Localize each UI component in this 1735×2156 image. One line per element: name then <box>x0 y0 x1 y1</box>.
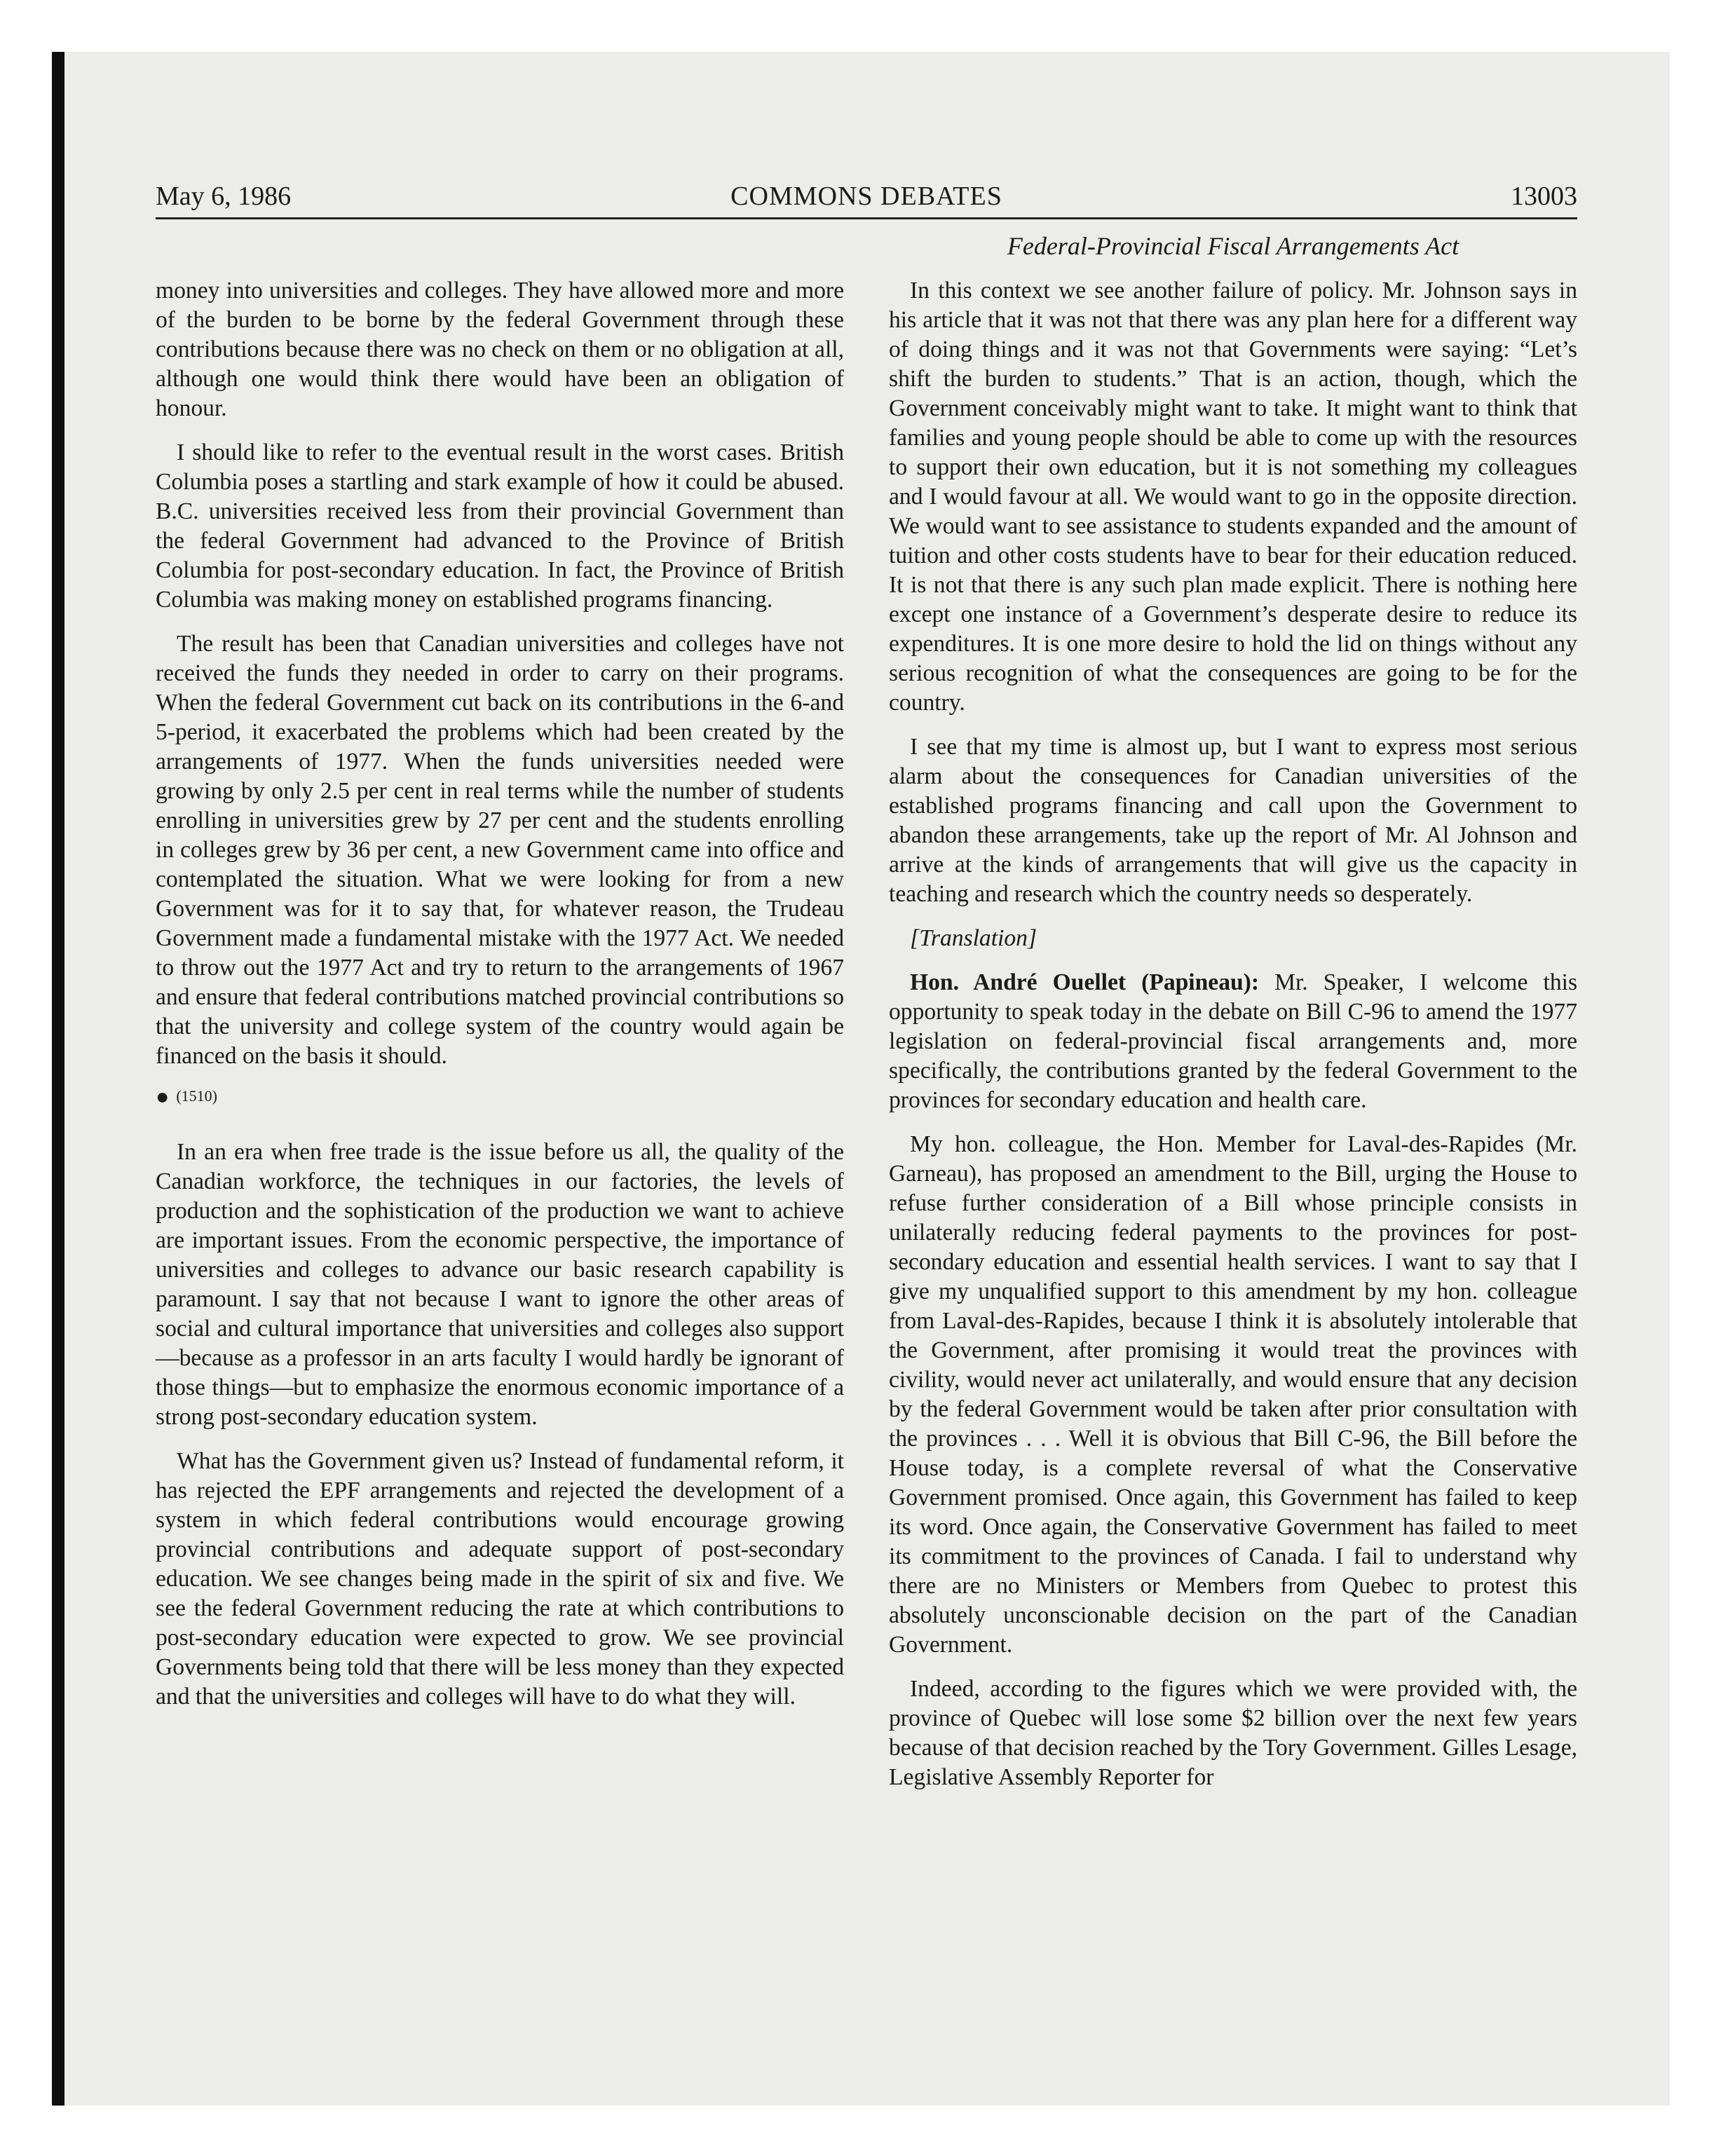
time-marker <box>156 1086 844 1107</box>
right-column <box>889 276 1577 1807</box>
speaker-name: Hon. André Ouellet (Papineau): <box>910 969 1260 995</box>
bullet-icon: ● <box>156 1084 170 1109</box>
paragraph: In an era when free trade is the issue before us all, the quality of the Canadian workforce, the techniques in our factories, the levels of production and the sophistication of the production we want to achieve are important issues. From the economic perspective, the importance of universities and colleges to advance our basic research capability is paramount. I say that not because I want to ignore the other areas of social and cultural importance that universities and colleges also support—because as a professor in an arts faculty I would hardly be ignorant of those things—but to emphasize the enormous economic importance of a strong post-secondary education system. <box>156 1139 844 1430</box>
scan-edge-bar <box>52 52 64 2106</box>
left-column <box>156 276 844 1726</box>
paragraph: I should like to refer to the eventual result in the worst cases. British Columbia poses a startling and stark example of how it could be abused. B.C. universities received less from their provincial Government than the federal Government had advanced to the Province of British Columbia for post-secondary education. In fact, the Province of British Columbia was making money on established programs financing. <box>156 439 844 613</box>
header-publication-title: COMMONS DEBATES <box>730 182 1002 211</box>
paragraph: What has the Government given us? Instead of fundamental reform, it has rejected the EPF arrangements and rejected the development of a system in which federal contributions would encourage growing provincial contributions and adequate support of post-secondary education. We see changes being made in the spirit of six and five. We see the federal Government reducing the rate at which contributions to post-secondary education were expected to grow. We see provincial Governments being told that there will be less money than they expected and that the universities and colleges will have to do what they will. <box>156 1448 844 1710</box>
running-head: Federal-Provincial Fiscal Arrangements Act <box>1007 232 1460 260</box>
speech-text: Mr. Speaker, I welcome this opportunity to speak today in the debate on Bill C-96 to amend the 1977 legislation on federal-provincial fiscal arrangements and, more specifically, the contributions granted by the federal Government to the provinces for secondary education and health care. <box>889 969 1578 1113</box>
header-date: May 6, 1986 <box>156 182 292 211</box>
paragraph: My hon. colleague, the Hon. Member for Laval-des-Rapides (Mr. Garneau), has proposed an amendment to the Bill, urging the House to refuse further consideration of a Bill whose principle consists in unilaterally reducing federal payments to the provinces for post-secondary education and essential health services. I want to say that I give my unqualified support to this amendment by my hon. colleague from Laval-des-Rapides, because I think it is absolutely intolerable that the Government, after promising it would treat the provinces with civility, would never act unilaterally, and would ensure that any decision by the federal Government would be taken after prior consultation with the provinces . . . Well it is obvious that Bill C-96, the Bill before the House today, is a complete reversal of what the Conservative Government promised. Once again, this Government has failed to keep its word. Once again, the Conservative Government has failed to meet its commitment to the provinces of Canada. I fail to understand why there are no Ministers or Members from Quebec to protest this absolutely unconscionable decision on the part of the Canadian Government. <box>889 1131 1577 1658</box>
time-marker-label: (1510) <box>176 1087 217 1105</box>
translation-tag: [Translation] <box>910 925 1037 951</box>
paragraph: In this context we see another failure of policy. Mr. Johnson says in his article that it was not that there was any plan here for a different way of doing things and it was not that Governments were saying: “Let’s shift the burden to students.” That is an action, though, which the Government conceivably might want to take. It might want to think that families and young people should be able to come up with the resources to support their own education, but it is not something my colleagues and I would favour at all. We would want to go in the opposite direction. We would want to see assistance to students expanded and the amount of tuition and other costs students have to bear for their education reduced. It is not that there is any such plan made explicit. There is nothing here except one instance of a Government’s desperate desire to reduce its expenditures. It is one more desire to hold the lid on things without any serious recognition of what the consequences are going to be for the country. <box>889 278 1577 716</box>
paragraph: Indeed, according to the figures which we were provided with, the province of Quebec will lose some $2 billion over the next few years because of that decision reached by the Tory Government. Gilles Lesage, Legislative Assembly Reporter for <box>889 1676 1577 1790</box>
header-page-number: 13003 <box>1511 182 1577 211</box>
paragraph: The result has been that Canadian universities and colleges have not received the funds they needed in order to carry on their programs. When the federal Government cut back on its contributions in the 6-and 5-period, it exacerbated the problems which had been created by the arrangements of 1977. When the funds universities needed were growing by only 2.5 per cent in real terms while the number of students enrolling in universities grew by 27 per cent and the students enrolling in colleges grew by 36 per cent, a new Government came into office and contemplated the situation. What we were looking for from a new Government was for it to say that, for whatever reason, the Trudeau Government made a fundamental mistake with the 1977 Act. We needed to throw out the 1977 Act and try to return to the arrangements of 1967 and ensure that federal contributions matched provincial contributions so that the university and college system of the country would again be financed on the basis it should. <box>156 631 844 1069</box>
paragraph: money into universities and colleges. They have allowed more and more of the burden to be borne by the federal Government through these contributions because there was no check on them or no obligation at all, although one would think there would have been an obligation of honour. <box>156 278 844 421</box>
speech-paragraph <box>889 968 1577 1115</box>
paragraph: I see that my time is almost up, but I want to express most serious alarm about the consequences for Canadian universities of the established programs financing and call upon the Government to abandon these arrangements, take up the report of Mr. Al Johnson and arrive at the kinds of arrangements that will give us the capacity in teaching and research which the country needs so desperately. <box>889 734 1577 907</box>
page-header <box>156 175 1577 219</box>
